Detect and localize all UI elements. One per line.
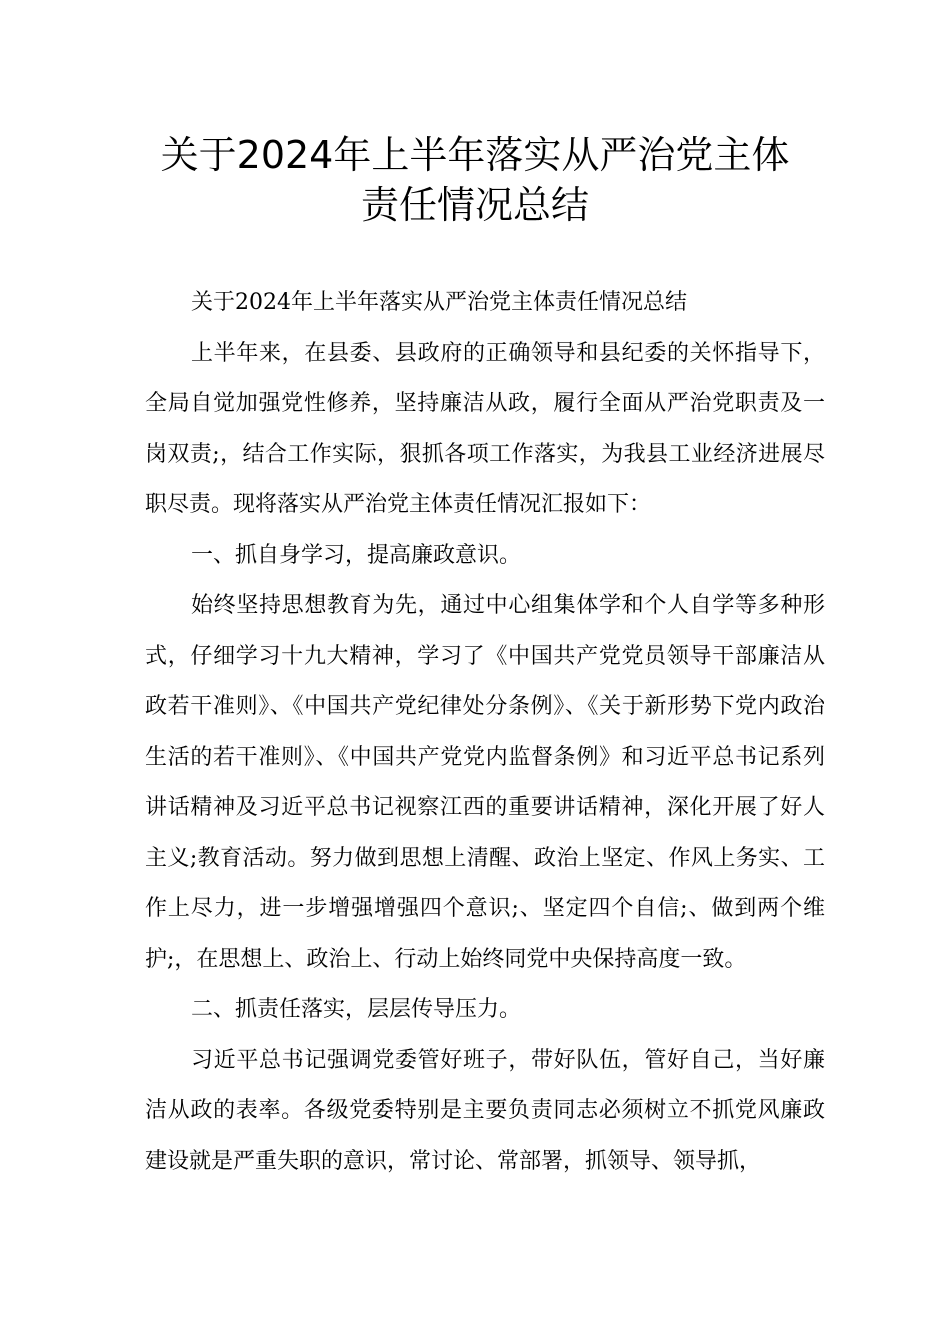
paragraph-section-1: 始终坚持思想教育为先，通过中心组集体学和个人自学等多种形式，仔细学习十九大精神，学习了《中国共产党党员领导干部廉洁从政若干准则》、《中国共产党纪律处分条例》、《关于新形势下党内政治生活的若干准则》、《中国共产党党内监督条例》和习近平总书记系列讲话精神及习近平总书记视察江西的重要讲话精神，深化开展了好人主义;教育活动。努力做到思想上清醒、政治上坚定、作风上务实、工作上尽力，进一步增强增强四个意识;、坚定四个自信;、做到两个维护;，在思想上、政治上、行动上始终同党中央保持高度一致。 xyxy=(145,593,825,972)
section-heading-1: 一、抓自身学习，提高廉政意识。 xyxy=(191,542,522,568)
section-heading-2: 二、抓责任落实，层层传导压力。 xyxy=(191,997,522,1022)
paragraph-section-2: 习近平总书记强调党委管好班子，带好队伍，管好自己，当好廉洁从政的表率。各级党委特别是主要负责同志必须树立不抓党风廉政建设就是严重失职的意识，常讨论、常部署，抓领导、领导抓， xyxy=(145,1047,825,1174)
paragraph-intro: 上半年来，在县委、县政府的正确领导和县纪委的关怀指导下，全局自觉加强党性修养，坚持廉洁从政，履行全面从严治党职责及一岗双责;，结合工作实际，狠抓各项工作落实，为我县工业经济进展尽职尽责。现将落实从严治党主体责任情况汇报如下： xyxy=(145,340,825,517)
document-title-line-1: 关于2024年上半年落实从严治党主体 xyxy=(160,133,790,177)
document-title-line-2: 责任情况总结 xyxy=(360,183,589,227)
document-body xyxy=(145,278,825,1187)
paragraph-subtitle: 关于2024年上半年落实从严治党主体责任情况总结 xyxy=(191,290,687,315)
